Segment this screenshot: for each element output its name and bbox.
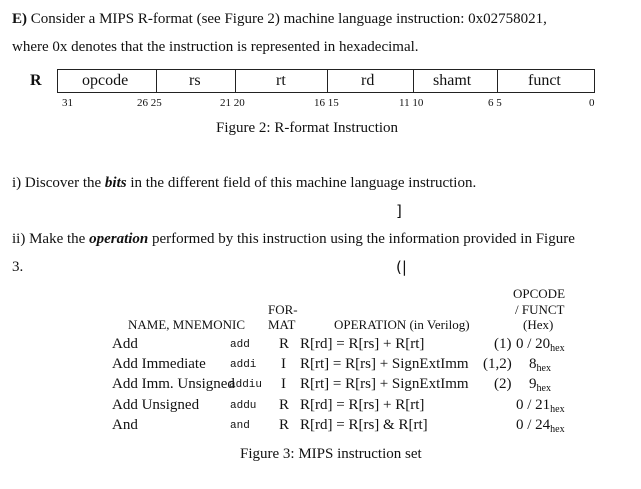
row-mnemonic: addi [230,359,257,371]
part-1 [12,175,476,192]
part-2-pre: Make the [29,231,86,247]
header-opcode-2: / FUNCT [515,302,565,317]
part-2-post: performed by this instruction using the information provided in Figure [152,231,575,247]
row-name: Add Imm. Unsigned [112,376,235,392]
figure-3-caption: Figure 3: MIPS instruction set [240,446,422,462]
row-format: R [279,336,290,352]
question-line-2: where 0x denotes that the instruction is represented in hexadecimal. [12,39,419,55]
part-1-label: i) [12,175,22,191]
header-opcode-3: (Hex) [523,317,554,332]
row-name: And [112,417,138,433]
header-name-mnemonic: NAME, MNEMONIC [128,317,245,332]
text-cursor: (| [396,258,407,276]
table-row [0,376,641,396]
field-divider [327,70,328,92]
row-format: R [279,417,290,433]
part-1-pre: Discover the [24,175,102,191]
part-1-emphasis: bits [104,175,127,191]
table-row [0,356,641,376]
row-format: I [281,376,286,392]
row-mnemonic: addiu [229,379,263,391]
format-row-label: R [30,72,42,89]
row-opcode: $9_{hex}$ [529,376,551,394]
field-rt: rt [276,72,286,89]
row-note: (2) [494,376,512,392]
row-name: Add [112,336,138,352]
bit-number: 11 10 [399,97,424,109]
r-format-diagram [57,69,595,93]
table-row [0,336,641,356]
field-shamt: shamt [433,72,472,89]
row-note: (1) [494,336,512,352]
bit-number: 21 20 [220,97,245,109]
row-operation: R[rd] = R[rs] + R[rt] [300,397,425,413]
bit-number: 16 15 [314,97,339,109]
question-line-1 [12,11,547,28]
field-divider [156,70,157,92]
figure-2-caption: Figure 2: R-format Instruction [216,120,399,136]
row-mnemonic: and [230,420,250,432]
row-operation: R[rt] = R[rs] + SignExtImm [300,356,469,372]
row-operation: R[rt] = R[rs] + SignExtImm [300,376,469,392]
table-row [0,397,641,417]
row-format: I [281,356,286,372]
bit-number: 0 [589,97,595,109]
row-format: R [279,397,290,413]
field-funct: funct [528,72,561,89]
part-1-post: in the different field of this machine language instruction. [130,175,477,191]
row-opcode: $0 / 21_{hex}$ [516,397,565,415]
bit-number: 31 [62,97,73,109]
bit-number: 6 5 [488,97,502,109]
field-divider [235,70,236,92]
field-divider [413,70,414,92]
row-name: Add Immediate [112,356,206,372]
field-rs: rs [189,72,201,89]
part-2-label: ii) [12,231,26,247]
row-note: (1,2) [483,356,512,372]
part-2 [12,231,575,248]
header-format-1: FOR- [268,302,298,317]
row-opcode: $0 / 20_{hex}$ [516,336,565,354]
row-name: Add Unsigned [112,397,200,413]
text-cursor: ] [396,202,402,220]
header-format-2: MAT [268,317,296,332]
row-mnemonic: addu [230,400,257,412]
row-mnemonic: add [230,339,250,351]
field-rd: rd [361,72,375,89]
header-operation: OPERATION (in Verilog) [334,317,470,332]
part-2-emphasis: operation [89,231,149,247]
row-operation: R[rd] = R[rs] & R[rt] [300,417,428,433]
field-opcode: opcode [82,72,129,89]
field-divider [497,70,498,92]
bit-number: 26 25 [137,97,162,109]
header-opcode-1: OPCODE [513,286,566,301]
question-text: Consider a MIPS R-format (see Figure 2) machine language instruction: 0x02758021, [30,11,547,27]
part-2-line-2: 3. [12,259,24,275]
row-opcode: $8_{hex}$ [529,356,551,374]
table-row [0,417,641,437]
question-label: E) [12,11,27,27]
row-operation: R[rd] = R[rs] + R[rt] [300,336,425,352]
row-opcode: $0 / 24_{hex}$ [516,417,565,435]
